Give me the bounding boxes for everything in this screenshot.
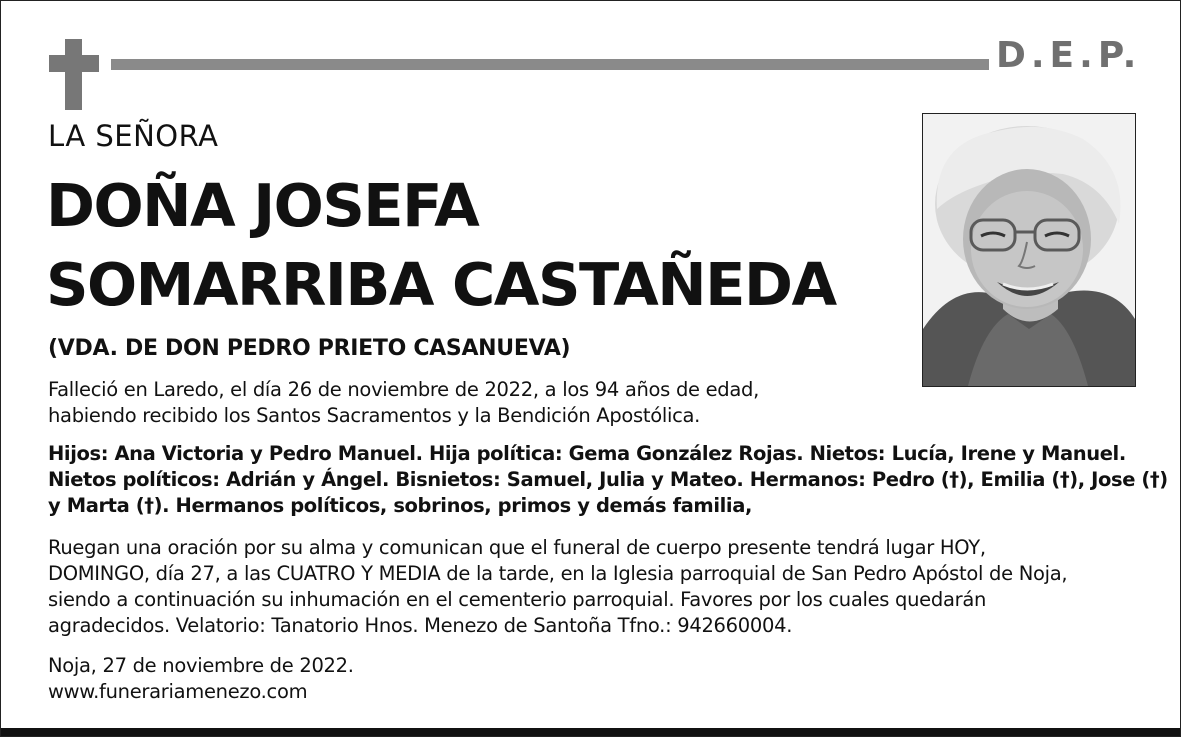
- death-notice-line: Falleció en Laredo, el día 26 de noviembre de 2022, a los 94 años de edad,: [48, 378, 760, 401]
- honorific: LA SEÑORA: [48, 119, 219, 153]
- place-date: Noja, 27 de noviembre de 2022.: [48, 654, 354, 677]
- deceased-name-line-2: SOMARRIBA CASTAÑEDA: [46, 250, 836, 319]
- cross-vertical-bar: [65, 39, 82, 110]
- funeral-line: Ruegan una oración por su alma y comunican que el funeral de cuerpo presente tendrá lugar HOY,: [48, 536, 986, 559]
- header-rule: [111, 59, 989, 70]
- widow-note: (VDA. DE DON PEDRO PRIETO CASANUEVA): [48, 336, 571, 361]
- death-notice-line: habiendo recibido los Santos Sacramentos y la Bendición Apostólica.: [48, 404, 701, 427]
- dep-label: D.E.P.: [996, 35, 1142, 76]
- bottom-rule: [1, 728, 1180, 736]
- family-line: y Marta (†). Hermanos políticos, sobrinos, primos y demás familia,: [48, 494, 752, 517]
- funeral-line: agradecidos. Velatorio: Tanatorio Hnos. Menezo de Santoña Tfno.: 942660004.: [48, 614, 793, 637]
- portrait-photo: [922, 113, 1136, 387]
- cross-horizontal-bar: [49, 55, 99, 72]
- funeral-line: siendo a continuación su inhumación en el cementerio parroquial. Favores por los cuales quedarán: [48, 588, 987, 611]
- family-line: Hijos: Ana Victoria y Pedro Manuel. Hija política: Gema González Rojas. Nietos: Lucía, Irene y Manuel.: [48, 442, 1126, 465]
- funeral-line: DOMINGO, día 27, a las CUATRO Y MEDIA de la tarde, en la Iglesia parroquial de San Pedro Apóstol de Noja,: [48, 562, 1068, 585]
- family-line: Nietos políticos: Adrián y Ángel. Bisnietos: Samuel, Julia y Mateo. Hermanos: Pedro (†), Emilia (†), Jose (†): [48, 468, 1168, 491]
- portrait-illustration: [923, 114, 1135, 386]
- deceased-name-line-1: DOÑA JOSEFA: [46, 171, 479, 240]
- family-list: [48, 441, 1168, 519]
- funeral-info: [48, 535, 1143, 639]
- website-link[interactable]: www.funerariamenezo.com: [48, 680, 308, 703]
- footer: [48, 653, 1143, 705]
